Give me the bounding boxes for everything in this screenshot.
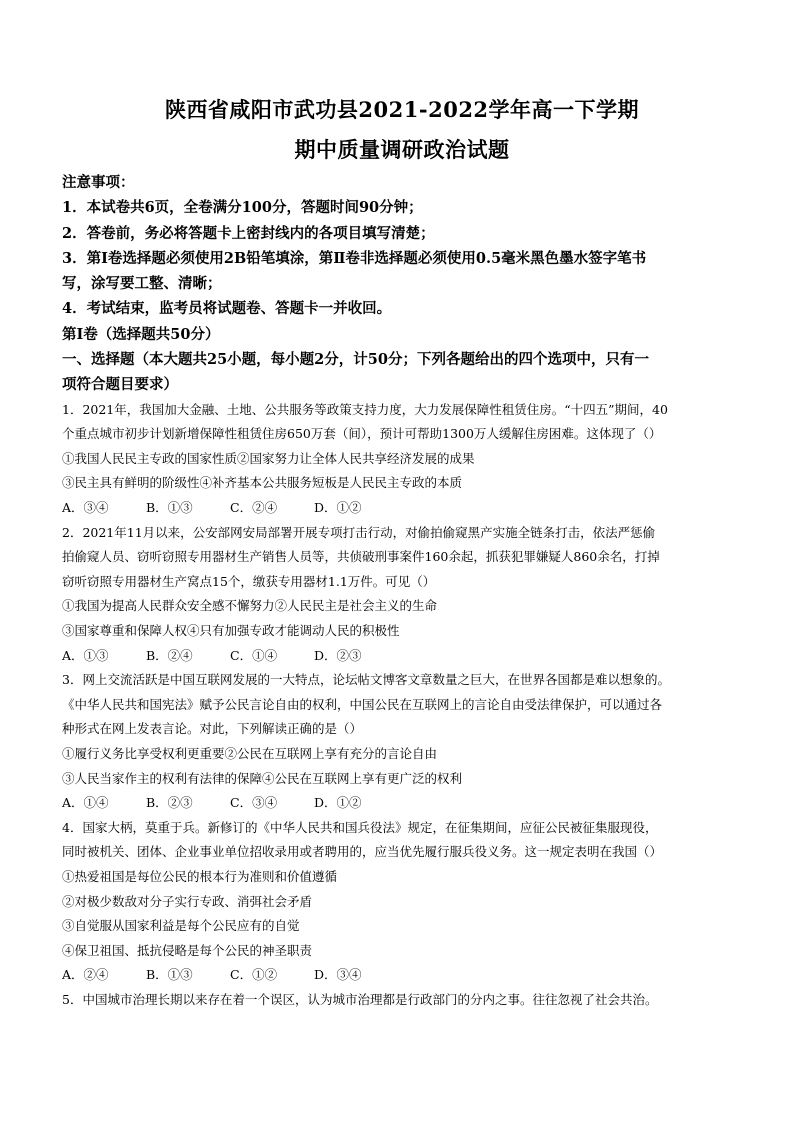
question-stem-line: 4．国家大柄，莫重于兵。新修订的《中华人民共和国兵役法》规定，在征集期间，应征公民被征集服现役， bbox=[62, 819, 658, 835]
question-stem-line: 窃听窃照专用器材生产窝点15个，缴获专用器材1.1万件。可见（） bbox=[62, 573, 436, 589]
answer-option: D．①② bbox=[314, 500, 362, 516]
question-stem-line: 3．网上交流活跃是中国互联网发展的一大特点，论坛帖文博客文章数量之巨大，在世界各国都是难以想象的。 bbox=[62, 672, 670, 688]
answer-option: D．①② bbox=[314, 795, 362, 811]
question-statement: ④保卫祖国、抵抗侵略是每个公民的神圣职责 bbox=[62, 942, 313, 958]
section-heading: 第Ⅰ卷（选择题共50分） bbox=[62, 325, 220, 343]
answer-option: C．①④ bbox=[230, 647, 278, 663]
question-statement: ①我国人民民主专政的国家性质②国家努力让全体人民共享经济发展的成果 bbox=[62, 450, 475, 466]
notice-section bbox=[62, 170, 742, 398]
question-statement: ①我国为提高人民群众安全感不懈努力②人民民主是社会主义的生命 bbox=[62, 598, 438, 614]
answer-option: C．②④ bbox=[230, 500, 278, 516]
question-stem-line: 《中华人民共和国宪法》赋予公民言论自由的权利，中国公民在互联网上的言论自由受法律保护，可以通过各 bbox=[62, 696, 663, 712]
answer-option: A．②④ bbox=[62, 967, 109, 983]
answer-options bbox=[62, 791, 742, 816]
question-stem-line: 5．中国城市治理长期以来存在着一个误区，认为城市治理都是行政部门的分内之事。往往忽视了社会共治。 bbox=[62, 991, 658, 1007]
exam-subtitle: 期中质量调研政治试题 bbox=[294, 137, 510, 162]
answer-option: A．①③ bbox=[62, 647, 109, 663]
question-stem-line: 个重点城市初步计划新增保障性租赁住房650万套（间），预计可帮助1300万人缓解住房困难。这体现了（） bbox=[62, 426, 662, 442]
question-stem-line: 2．2021年11月以来，公安部网安局部署开展专项打击行动，对偷拍偷窥黑产实施全链条打击，依法严惩偷 bbox=[62, 524, 656, 540]
question-statement: ③人民当家作主的权利有法律的保障④公民在互联网上享有更广泛的权利 bbox=[62, 770, 463, 786]
answer-option: B．②④ bbox=[146, 647, 193, 663]
notice-heading: 注意事项： bbox=[62, 174, 135, 191]
question-stem-line: 拍偷窥人员、窃听窃照专用器材生产销售人员等，共侦破刑事案件160余起，抓获犯罪嫌疑人860余名，打掉 bbox=[62, 549, 660, 565]
question-statement: ③民主具有鲜明的阶级性④补齐基本公共服务短板是人民民主专政的本质 bbox=[62, 475, 463, 491]
question-list bbox=[62, 398, 742, 1013]
question-statement: ①履行义务比享受权利更重要②公民在互联网上享有充分的言论自由 bbox=[62, 745, 438, 761]
question-5 bbox=[62, 988, 742, 1013]
answer-option: A．①④ bbox=[62, 795, 109, 811]
answer-options bbox=[62, 963, 742, 988]
question-statement: ③国家尊重和保障人权④只有加强专政才能调动人民的积极性 bbox=[62, 623, 400, 639]
answer-option: D．③④ bbox=[314, 967, 362, 983]
exam-page bbox=[62, 92, 742, 1013]
answer-option: A．③④ bbox=[62, 500, 109, 516]
answer-option: C．①② bbox=[230, 967, 278, 983]
notice-item: 3．第Ⅰ卷选择题必须使用2B铅笔填涂，第Ⅱ卷非选择题必须使用0.5毫米黑色墨水签字笔书 bbox=[62, 249, 647, 267]
part-heading-cont: 项符合题目要求） bbox=[62, 376, 178, 394]
notice-item: 2．答卷前，务必将答题卡上密封线内的各项目填写清楚； bbox=[62, 224, 435, 242]
question-stem-line: 种形式在网上发表言论。对此，下列解读正确的是（） bbox=[62, 721, 363, 737]
question-stem-line: 1．2021年，我国加大金融、土地、公共服务等政策支持力度，大力发展保障性租赁住房。“十四五”期间，40 bbox=[62, 401, 668, 417]
question-1 bbox=[62, 398, 742, 521]
notice-item: 写，涂写要工整、清晰； bbox=[62, 275, 222, 293]
answer-option: B．②③ bbox=[146, 795, 193, 811]
notice-item: 4．考试结束，监考员将试题卷、答题卡一并收回。 bbox=[62, 300, 392, 318]
question-4 bbox=[62, 816, 742, 988]
question-2 bbox=[62, 521, 742, 669]
exam-title: 陕西省咸阳市武功县2021-2022学年高一下学期 bbox=[164, 97, 640, 122]
answer-option: B．①③ bbox=[146, 967, 193, 983]
question-3 bbox=[62, 668, 742, 816]
answer-option: D．②③ bbox=[314, 647, 362, 663]
answer-options bbox=[62, 644, 742, 669]
part-heading: 一、选择题（本大题共25小题，每小题2分，计50分；下列各题给出的四个选项中，只有一 bbox=[62, 351, 649, 369]
answer-option: B．①③ bbox=[146, 500, 193, 516]
question-statement: ③自觉服从国家利益是每个公民应有的自觉 bbox=[62, 918, 300, 934]
notice-item: 1．本试卷共6页，全卷满分100分，答题时间90分钟； bbox=[62, 199, 423, 217]
answer-option: C．③④ bbox=[230, 795, 278, 811]
question-stem-line: 同时被机关、团体、企业事业单位招收录用或者聘用的，应当优先履行服兵役义务。这一规定表明在我国（） bbox=[62, 844, 663, 860]
answer-options bbox=[62, 496, 742, 521]
question-statement: ①热爱祖国是每位公民的根本行为准则和价值遵循 bbox=[62, 868, 338, 884]
question-statement: ②对极少数敌对分子实行专政、消弭社会矛盾 bbox=[62, 893, 313, 909]
